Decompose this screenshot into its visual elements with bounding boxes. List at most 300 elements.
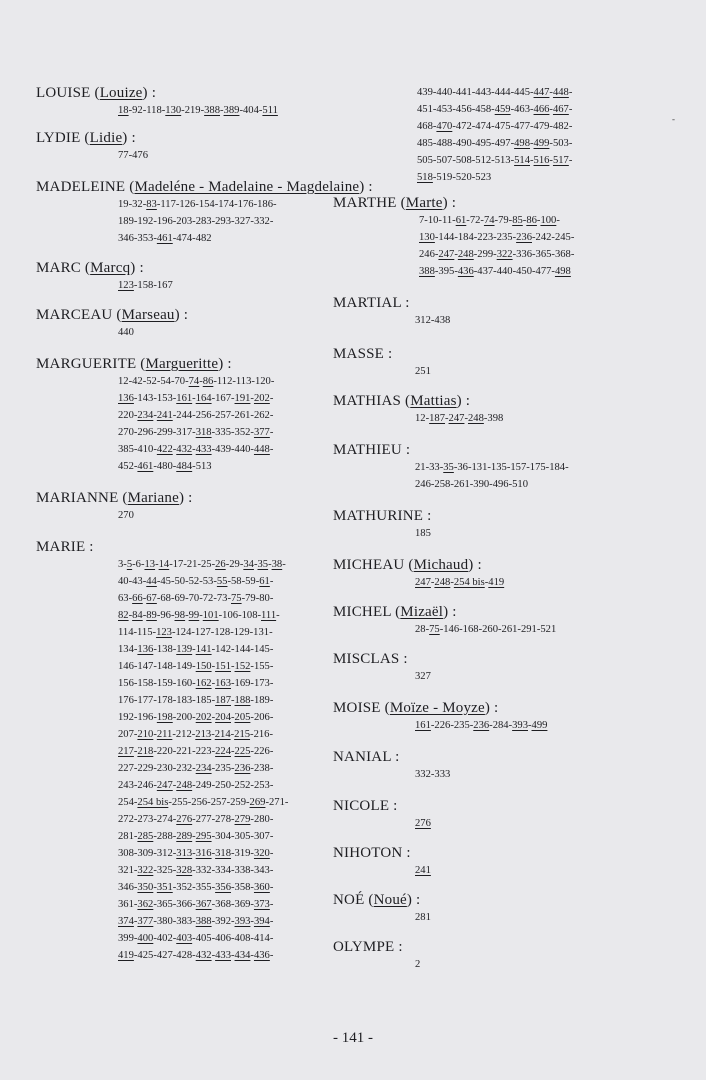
page-ref: 482 <box>552 121 569 132</box>
page-ref: 183 <box>176 695 193 706</box>
page-ref: 448 <box>552 87 569 98</box>
entry-name: MICHEAU <box>333 557 405 573</box>
page-ref: 83 <box>146 199 157 210</box>
page-ref: 130 <box>419 232 435 243</box>
page-ref: 5 <box>126 559 133 570</box>
page-number: - 141 - <box>333 1030 373 1046</box>
page-ref: 510 <box>512 479 528 490</box>
reference-numbers-line: 82-84-89-96-98-99-101-106-108-111- <box>118 610 280 621</box>
reference-numbers-line: 227-229-230-232-234-235-236-238- <box>118 763 274 774</box>
page-ref: 285 <box>137 831 154 842</box>
marie-continuation <box>333 84 663 186</box>
page-ref: 513 <box>494 155 511 166</box>
page-ref: 36 <box>457 462 468 473</box>
page-ref: 25 <box>200 559 212 570</box>
page-ref: 293 <box>215 216 231 227</box>
page-ref: 234 <box>137 410 154 421</box>
page-ref: 434 <box>234 950 251 961</box>
page-ref: 499 <box>531 720 548 731</box>
page-ref: 146 <box>443 624 460 635</box>
page-ref: 127 <box>194 627 211 638</box>
page-ref: 318 <box>215 848 231 859</box>
reference-numbers-line: 254-254 bis-255-256-257-259-269-271- <box>118 797 289 808</box>
page-ref: 99 <box>188 610 200 621</box>
page-ref: 128 <box>214 627 231 638</box>
reference-numbers-line: 346-350-351-352-355-356-358-360- <box>118 882 274 893</box>
page-ref: 52 <box>188 576 200 587</box>
page-ref: 160 <box>176 678 193 689</box>
page-ref: 235 <box>453 720 470 731</box>
page-ref: 61 <box>455 215 467 226</box>
page-ref: 14 <box>158 559 170 570</box>
page-ref: 467 <box>552 104 569 115</box>
page-ref: 216 <box>253 729 270 740</box>
page-ref: 517 <box>552 155 569 166</box>
page-ref: 111 <box>261 610 277 621</box>
page-ref: 118 <box>146 105 162 116</box>
page-ref: 398 <box>487 413 504 424</box>
page-ref: 234 <box>195 763 212 774</box>
reference-numbers-line: 281-285-288-289-295-304-305-307- <box>118 831 274 842</box>
page-ref: 388 <box>204 105 221 116</box>
page-ref: 312 <box>156 848 173 859</box>
page-ref: 468 <box>417 121 433 132</box>
page-ref: 422 <box>156 444 173 455</box>
page-ref: 21 <box>186 559 198 570</box>
page-ref: 154 <box>198 199 215 210</box>
page-ref: 174 <box>218 199 235 210</box>
page-ref: 353 <box>137 233 154 244</box>
page-ref: 243 <box>118 780 134 791</box>
page-ref: 513 <box>195 461 212 472</box>
page-ref: 428 <box>176 950 193 961</box>
page-ref: 117 <box>160 199 176 210</box>
page-ref: 479 <box>533 121 550 132</box>
page-ref: 227 <box>118 763 134 774</box>
page-ref: 461 <box>137 461 154 472</box>
page-ref: 120 <box>254 376 271 387</box>
page-ref: 346 <box>118 233 134 244</box>
page-ref: 251 <box>415 366 431 377</box>
page-ref: 289 <box>176 831 193 842</box>
entry-heading: MASSE : <box>333 346 393 362</box>
page-ref: 100 <box>540 215 557 226</box>
page-ref: 443 <box>475 87 492 98</box>
page-ref: 252 <box>234 780 251 791</box>
page-ref: 143 <box>137 393 154 404</box>
page-ref: 271 <box>268 797 285 808</box>
page-ref: 248 <box>457 249 474 260</box>
page-ref: 439 <box>215 444 231 455</box>
page-ref: 7 <box>419 215 425 226</box>
page-ref: 131 <box>253 627 270 638</box>
page-ref: 144 <box>438 232 455 243</box>
page-ref: 158 <box>137 280 154 291</box>
page-ref: 134 <box>118 644 134 655</box>
entry-variant: Madeléne - Madelaine - Magdelaine <box>134 179 360 195</box>
page-ref: 144 <box>234 644 251 655</box>
page-ref: 385 <box>118 444 134 455</box>
page-ref: 115 <box>137 627 153 638</box>
page-ref: 498 <box>554 266 571 277</box>
page-ref: 448 <box>253 444 270 455</box>
page-ref: 17 <box>172 559 184 570</box>
page-ref: 470 <box>436 121 453 132</box>
reference-numbers-line: 130-144-184-223-235-236-242-245- <box>419 232 575 243</box>
page-ref: 474 <box>475 121 492 132</box>
page-ref: 159 <box>156 678 173 689</box>
page-ref: 188 <box>234 695 251 706</box>
page-ref: 356 <box>215 882 231 893</box>
page-ref: 82 <box>118 610 129 621</box>
page-ref: 296 <box>137 427 154 438</box>
page-ref: 404 <box>242 105 259 116</box>
reference-numbers-line: 28-75-146-168-260-261-291-521 <box>415 624 557 635</box>
page-ref: 11 <box>441 215 453 226</box>
page-ref: 295 <box>195 831 212 842</box>
page-ref: 472 <box>455 121 472 132</box>
page-ref: 72 <box>469 215 481 226</box>
page-ref: 432 <box>195 950 212 961</box>
reference-numbers-line: 207-210-211-212-213-214-215-216- <box>118 729 273 740</box>
entry-name: NICOLE <box>333 798 390 814</box>
entry-name: MICHEL <box>333 604 392 620</box>
reference-numbers-line: 18-92-118-130-219-388-389-404-511 <box>118 105 278 116</box>
index-entry <box>333 441 663 493</box>
page-ref: 101 <box>202 610 219 621</box>
page-ref: 474 <box>176 233 193 244</box>
page-ref: 248 <box>467 413 484 424</box>
page-ref: 217 <box>118 746 134 757</box>
page-ref: 451 <box>417 104 433 115</box>
page-ref: 161 <box>176 393 193 404</box>
reference-numbers-line: 77-476 <box>118 150 149 161</box>
reference-numbers-line: 189-192-196-203-283-293-327-332- <box>118 216 274 227</box>
entry-name: MISCLAS <box>333 651 400 667</box>
page-ref: 235 <box>215 763 231 774</box>
page-ref: 189 <box>118 216 134 227</box>
index-entry <box>333 891 663 926</box>
page-ref: 432 <box>176 444 193 455</box>
page-ref: 55 <box>216 576 228 587</box>
page-ref: 427 <box>156 950 173 961</box>
page-ref: 70 <box>174 376 186 387</box>
reference-numbers-line: 361-362-365-366-367-368-369-373- <box>118 899 274 910</box>
page-ref: 485 <box>417 138 433 149</box>
page-ref: 444 <box>494 87 511 98</box>
page-ref: 247 <box>156 780 173 791</box>
reference-numbers-line <box>333 909 663 926</box>
reference-numbers-line <box>36 324 336 341</box>
page-ref: 152 <box>234 661 251 672</box>
page-ref: 77 <box>118 150 129 161</box>
entry-variant: Marcq <box>90 260 131 276</box>
entry-name: OLYMPE <box>333 939 395 955</box>
entry-heading: MARIE : <box>36 539 94 555</box>
page-ref: 317 <box>176 427 193 438</box>
entry-heading: MARTHE (Marte) : <box>333 195 457 211</box>
page-ref: 151 <box>215 661 231 672</box>
page-ref: 260 <box>482 624 498 635</box>
entry-variant: Noué <box>373 892 407 908</box>
page-ref: 155 <box>253 661 270 672</box>
entry-name: MARGUERITE <box>36 356 137 372</box>
index-entry <box>333 748 663 783</box>
index-entry <box>333 294 663 329</box>
page-ref: 200 <box>176 712 193 723</box>
page-ref: 309 <box>137 848 154 859</box>
page-ref: 85 <box>512 215 523 226</box>
page-ref: 355 <box>195 882 212 893</box>
page-ref: 368 <box>215 899 231 910</box>
page-ref: 220 <box>118 410 134 421</box>
page-ref: 459 <box>494 104 511 115</box>
page-ref: 283 <box>195 216 212 227</box>
page-ref: 256 <box>191 797 208 808</box>
page-ref: 210 <box>137 729 154 740</box>
reference-numbers-line: 40-43-44-45-50-52-53-55-58-59-61- <box>118 576 274 587</box>
page-ref: 18 <box>118 105 129 116</box>
index-entry <box>36 355 336 475</box>
reference-numbers-line: 146-147-148-149-150-151-152-155- <box>118 661 274 672</box>
page-ref: 223 <box>477 232 494 243</box>
index-entry <box>333 797 663 832</box>
index-entry <box>36 84 336 119</box>
page-ref: 281 <box>415 912 431 923</box>
page-ref: 313 <box>176 848 193 859</box>
page-ref: 256 <box>195 410 212 421</box>
page-ref: 79 <box>245 593 256 604</box>
page-ref: 440 <box>436 87 453 98</box>
page-ref: 440 <box>496 266 513 277</box>
page-ref: 369 <box>234 899 251 910</box>
page-ref: 69 <box>174 593 186 604</box>
page-ref: 425 <box>137 950 154 961</box>
page-ref: 246 <box>419 249 435 260</box>
page-ref: 236 <box>516 232 532 243</box>
page-ref: 206 <box>253 712 270 723</box>
entry-heading: LOUISE (Louize) : <box>36 85 157 101</box>
page-ref: 368 <box>554 249 571 260</box>
page-ref: 395 <box>438 266 455 277</box>
page-ref: 106 <box>222 610 239 621</box>
page-ref: 400 <box>137 933 154 944</box>
page-ref: 433 <box>195 444 212 455</box>
page-ref: 484 <box>176 461 193 472</box>
page-ref: 277 <box>195 814 212 825</box>
page-ref: 503 <box>552 138 569 149</box>
page-ref: 436 <box>253 950 270 961</box>
entry-name: MATHIAS <box>333 393 402 409</box>
page-ref: 374 <box>118 916 134 927</box>
page-ref: 519 <box>436 172 453 183</box>
page-ref: 332 <box>253 216 270 227</box>
page-ref: 220 <box>156 746 173 757</box>
page-ref: 205 <box>234 712 251 723</box>
entry-variant: Mariane <box>127 490 179 506</box>
page-ref: 162 <box>195 678 212 689</box>
page-ref: 167 <box>215 393 231 404</box>
index-entry <box>333 556 663 591</box>
reference-numbers-line: 385-410-422-432-433-439-440-448- <box>118 444 274 455</box>
page-ref: 44 <box>146 576 157 587</box>
reference-numbers-line: 468-470-472-474-475-477-479-482- <box>417 121 573 132</box>
index-entry <box>333 650 663 685</box>
page-ref: 477 <box>535 266 552 277</box>
entry-name: MARCEAU <box>36 307 113 323</box>
reference-numbers-line: 3-5-6-13-14-17-21-25-26-29-34-35-38- <box>118 559 286 570</box>
page-ref: 257 <box>210 797 227 808</box>
page-ref: 84 <box>132 610 143 621</box>
reference-numbers-line: 156-158-159-160-162-163-169-173- <box>118 678 274 689</box>
entry-variant: Mizaël <box>400 604 444 620</box>
page-ref: 2 <box>415 959 421 970</box>
reference-numbers-line: 217-218-220-221-223-224-225-226- <box>118 746 274 757</box>
page-ref: 505 <box>417 155 433 166</box>
page-ref: 521 <box>540 624 557 635</box>
page-ref: 319 <box>234 848 251 859</box>
reference-numbers-line: 451-453-456-458-459-463-466-467- <box>417 104 573 115</box>
page-ref: 176 <box>237 199 254 210</box>
page-ref: 236 <box>234 763 251 774</box>
page-ref: 74 <box>188 376 200 387</box>
reference-numbers-line <box>333 363 663 380</box>
page-ref: 362 <box>137 899 154 910</box>
page-ref: 358 <box>234 882 251 893</box>
page-ref: 161 <box>415 720 431 731</box>
page-ref: 383 <box>176 916 193 927</box>
page-ref: 19 <box>118 199 129 210</box>
page-ref: 399 <box>118 933 134 944</box>
page-ref: 406 <box>215 933 231 944</box>
page-ref: 393 <box>234 916 251 927</box>
reference-numbers-line: 246-247-248-299-322-336-365-368- <box>419 249 575 260</box>
page-ref: 129 <box>233 627 250 638</box>
entry-name: MATHIEU <box>333 442 402 458</box>
page-ref: 68 <box>160 593 171 604</box>
page-ref: 86 <box>526 215 537 226</box>
page-ref: 343 <box>253 865 270 876</box>
page-ref: 189 <box>253 695 270 706</box>
page-ref: 523 <box>475 172 492 183</box>
index-entry <box>333 194 663 280</box>
page-ref: 402 <box>156 933 173 944</box>
page-ref: 255 <box>171 797 188 808</box>
entry-heading: MATHIEU : <box>333 442 411 458</box>
page-ref: 284 <box>492 720 509 731</box>
page-ref: 447 <box>533 87 550 98</box>
page-ref: 54 <box>160 376 171 387</box>
page-ref: 273 <box>137 814 154 825</box>
entry-variant: Lidie <box>89 130 123 146</box>
page-ref: 338 <box>234 865 251 876</box>
page-ref: 241 <box>156 410 173 421</box>
page-ref: 123 <box>156 627 172 638</box>
reference-numbers-line: 439-440-441-443-444-445-447-448- <box>417 87 573 98</box>
page-ref: 79 <box>498 215 509 226</box>
entry-heading: MICHEAU (Michaud) : <box>333 557 482 573</box>
page-ref: 352 <box>234 427 251 438</box>
page-ref: 452 <box>118 461 134 472</box>
page-ref: 211 <box>156 729 173 740</box>
page-ref: 262 <box>253 410 270 421</box>
reference-numbers-line: 518-519-520-523 <box>417 172 492 183</box>
page-ref: 482 <box>195 233 212 244</box>
page-ref: 12 <box>118 376 129 387</box>
page-ref: 168 <box>462 624 479 635</box>
page-ref: 477 <box>514 121 530 132</box>
page-ref: 480 <box>156 461 173 472</box>
page-ref: 403 <box>176 933 193 944</box>
page-ref: 254 bis <box>453 577 485 588</box>
reference-numbers-line: 220-234-241-244-256-257-261-262- <box>118 410 274 421</box>
page-ref: 142 <box>215 644 231 655</box>
entry-name: NIHOTON <box>333 845 403 861</box>
page-ref: 202 <box>253 393 270 404</box>
index-entry <box>36 129 336 164</box>
page-ref: 38 <box>271 559 283 570</box>
reference-numbers-line: 246-258-261-390-496-510 <box>415 479 528 490</box>
page-ref: 475 <box>494 121 511 132</box>
entry-heading: MARTIAL : <box>333 295 410 311</box>
page-ref: 73 <box>216 593 228 604</box>
entry-heading: LYDIE (Lidie) : <box>36 130 136 146</box>
page-ref: 352 <box>176 882 193 893</box>
page-ref: 43 <box>132 576 143 587</box>
page-ref: 224 <box>215 746 231 757</box>
entry-heading: OLYMPE : <box>333 939 403 955</box>
page-ref: 419 <box>118 950 134 961</box>
reference-numbers-line: 312-438 <box>415 315 451 326</box>
page-ref: 327 <box>415 671 431 682</box>
entry-variant: Marseau <box>121 307 175 323</box>
page-ref: 63 <box>118 593 129 604</box>
page-ref: 332 <box>415 769 431 780</box>
entry-name: MARIANNE <box>36 490 119 506</box>
page-ref: 185 <box>195 695 212 706</box>
page-ref: 249 <box>195 780 212 791</box>
page-ref: 58 <box>231 576 242 587</box>
page-ref: 408 <box>234 933 251 944</box>
page-ref: 230 <box>156 763 173 774</box>
index-entry <box>36 489 336 524</box>
page-ref: 150 <box>195 661 212 672</box>
page-ref: 226 <box>434 720 451 731</box>
page-ref: 229 <box>137 763 154 774</box>
entry-name: MARIE <box>36 539 86 555</box>
entry-variant: Margueritte <box>145 356 219 372</box>
index-entry <box>36 259 336 294</box>
page-ref: 499 <box>533 138 550 149</box>
reference-numbers-line: 419-425-427-428-432-433-434-436- <box>118 950 274 961</box>
reference-numbers-line: 399-400-402-403-405-406-408-414- <box>118 933 274 944</box>
reference-numbers-line: 12-42-52-54-70-74-86-112-113-120- <box>118 376 275 387</box>
page-ref: 327 <box>234 216 251 227</box>
page-ref: 377 <box>137 916 154 927</box>
entry-heading: NIHOTON : <box>333 845 411 861</box>
entry-heading: NICOLE : <box>333 798 398 814</box>
page-ref: 419 <box>488 577 505 588</box>
reference-numbers-line: 176-177-178-183-185-187-188-189- <box>118 695 274 706</box>
page-ref: 388 <box>195 916 212 927</box>
page-ref: 214 <box>214 729 231 740</box>
page-ref: 192 <box>137 216 154 227</box>
page-ref: 380 <box>156 916 173 927</box>
index-entry <box>333 844 663 879</box>
page-ref: 514 <box>514 155 530 166</box>
page-ref: 316 <box>195 848 212 859</box>
page-ref: 276 <box>176 814 193 825</box>
